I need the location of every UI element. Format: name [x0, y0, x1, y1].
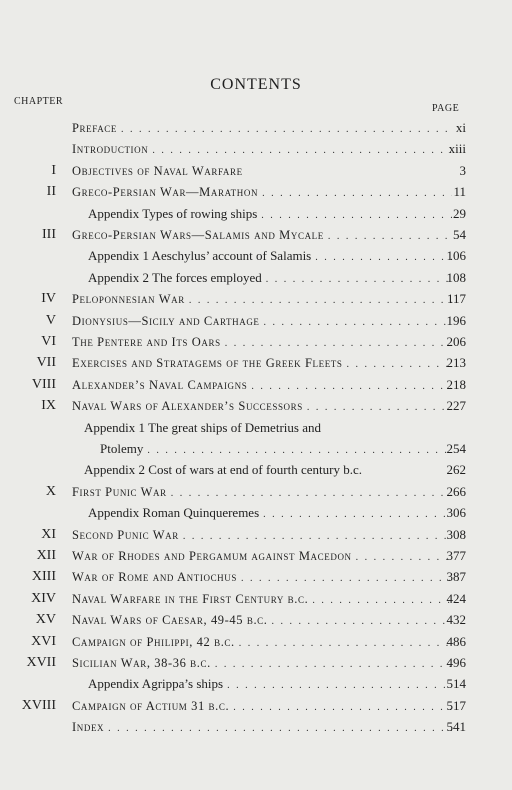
entry-title-line: [84, 419, 456, 437]
page-number: 514: [446, 676, 466, 692]
page-number: 254: [446, 441, 466, 456]
entry-title-line: [72, 333, 456, 353]
dot-leader: [183, 528, 452, 546]
toc-entry: [0, 547, 512, 567]
page-number: 424: [446, 590, 466, 606]
entry-title-line: [88, 205, 456, 225]
toc-entry: [0, 440, 512, 460]
entry-title: Alexander’s Naval Campaigns: [72, 377, 248, 392]
toc-entry: [0, 354, 512, 374]
dot-leader: [215, 656, 452, 674]
toc-entry: [0, 162, 512, 182]
entry-title: Appendix 2 The forces employed: [88, 269, 262, 285]
page-number: 54: [453, 227, 466, 242]
toc-entry: [0, 611, 512, 631]
entry-title-line: [72, 376, 456, 396]
toc-entry: [0, 419, 512, 439]
toc-entry: [0, 526, 512, 546]
page-number: 106: [446, 248, 466, 264]
entry-title: Index: [72, 720, 105, 735]
chapter-number: XIV: [31, 590, 56, 606]
entry-title-line: [72, 354, 456, 374]
entry-title: Exercises and Stratagems of the Greek Fleets: [72, 356, 343, 371]
entry-title-line: [88, 269, 456, 289]
toc-entry: [0, 333, 512, 353]
chapter-column-header: CHAPTER: [14, 96, 64, 107]
entry-title: Greco-Persian Wars—Salamis and Mycale: [72, 228, 324, 242]
page-number: 266: [446, 483, 466, 499]
chapter-number: VII: [36, 355, 56, 371]
dot-leader: [264, 314, 452, 332]
entry-title: Naval Wars of Caesar, 49-45 b.c.: [72, 613, 268, 628]
toc-entry: [0, 633, 512, 653]
dot-leader: [171, 485, 452, 503]
entry-title: Appendix 2 Cost of wars at end of fourth century b.c.: [84, 462, 362, 478]
entry-title: Dionysius—Sicily and Carthage: [72, 313, 260, 328]
toc-entry: [0, 718, 512, 738]
toc-entry: [0, 483, 512, 503]
toc-entry: [0, 290, 512, 310]
entry-title-line: [72, 611, 456, 631]
page-number: 196: [446, 312, 466, 328]
entry-title-line: [72, 183, 456, 203]
dot-leader: [108, 720, 452, 738]
toc-entry: [0, 568, 512, 588]
chapter-number: X: [45, 483, 56, 499]
entry-title: Campaign of Actium 31 b.c.: [72, 698, 230, 713]
entry-title-line: [72, 162, 456, 180]
chapter-number: XII: [36, 548, 56, 563]
page-number: 29: [453, 205, 466, 221]
toc-entry: [0, 140, 512, 160]
page-number: xi: [455, 120, 466, 135]
entry-title-line: [72, 397, 456, 417]
entry-title: Second Punic War: [72, 527, 179, 542]
toc-entry: [0, 504, 512, 524]
entry-title: Sicilian War, 38-36 b.c.: [72, 656, 211, 670]
dot-leader: [266, 271, 452, 289]
entry-title-line: [72, 483, 456, 503]
entry-title-line: [72, 654, 456, 674]
page-number: 213: [446, 355, 466, 371]
chapter-number: IV: [41, 291, 56, 307]
dot-leader: [147, 442, 452, 460]
dot-leader: [272, 613, 453, 631]
entry-title: Campaign of Philippi, 42 b.c.: [72, 634, 235, 649]
entry-title-line: [72, 226, 456, 246]
toc-entry: [0, 654, 512, 674]
page-number: 308: [446, 526, 466, 542]
entry-title: Naval Warfare in the First Century b.c.: [72, 591, 309, 606]
page-number: 306: [446, 505, 466, 521]
toc-entry: [0, 461, 512, 481]
chapter-number: VIII: [31, 376, 56, 392]
chapter-number: I: [51, 162, 56, 178]
toc-entry: [0, 205, 512, 225]
page-number: 3: [459, 162, 466, 178]
dot-leader: [307, 399, 452, 417]
page-number: 206: [446, 334, 466, 349]
toc-entry: [0, 312, 512, 332]
entry-title: Ptolemy: [100, 441, 144, 456]
entry-title: First Punic War: [72, 484, 167, 499]
page-number: 387: [446, 569, 466, 585]
page-number: xiii: [448, 141, 466, 157]
entry-title-line: [88, 504, 456, 524]
dot-leader: [251, 378, 452, 396]
page-number: 218: [446, 376, 466, 392]
entry-title: Appendix Agrippa’s ships: [88, 676, 224, 692]
entry-title: The Pentere and Its Oars: [72, 335, 221, 349]
page-number: 486: [446, 633, 466, 649]
entry-title-line: [84, 461, 456, 479]
page-number: 108: [446, 269, 466, 285]
toc-entry: [0, 269, 512, 289]
entry-title: Naval Wars of Alexander’s Successors: [72, 399, 303, 414]
entry-title-line: [72, 718, 456, 738]
entry-title: Introduction: [72, 142, 149, 157]
entry-title: War of Rhodes and Pergamum against Macedon: [72, 549, 352, 563]
chapter-number: XVIII: [21, 697, 56, 713]
dot-leader: [233, 699, 452, 717]
page-number: 377: [446, 548, 466, 563]
entry-title-line: [72, 312, 456, 332]
page-number: 117: [446, 291, 466, 307]
toc-entry: [0, 376, 512, 396]
dot-leader: [328, 228, 452, 246]
toc-entry: [0, 397, 512, 417]
toc-entry: [0, 226, 512, 246]
dot-leader: [263, 506, 452, 524]
dot-leader: [241, 570, 452, 588]
chapter-number: III: [42, 227, 56, 242]
entry-title: War of Rome and Antiochus: [72, 570, 237, 585]
entry-title-line: [72, 119, 456, 139]
page-number: 517: [446, 697, 466, 713]
dot-leader: [225, 335, 452, 353]
entry-title-line: [72, 140, 456, 160]
chapter-number: XVII: [26, 655, 56, 670]
entry-title-line: [72, 633, 456, 653]
entry-title-line: [88, 675, 456, 695]
entry-title: Appendix 1 The great ships of Demetrius and: [84, 419, 321, 435]
entry-title-line: [72, 697, 456, 717]
entry-title-line: [100, 440, 456, 460]
page-number: 541: [446, 719, 466, 735]
entry-title: Greco-Persian War—Marathon: [72, 185, 259, 200]
entry-title: Preface: [72, 121, 117, 135]
dot-leader: [239, 635, 452, 653]
toc-entry: [0, 183, 512, 203]
dot-leader: [356, 549, 452, 567]
dot-leader: [152, 142, 452, 160]
dot-leader: [347, 356, 453, 374]
entry-title-line: [72, 590, 456, 610]
chapter-number: II: [46, 184, 56, 200]
page-number: 262: [446, 462, 466, 478]
entry-title-line: [72, 547, 456, 567]
page-number: 432: [446, 612, 466, 628]
chapter-number: V: [45, 312, 56, 328]
entry-title: Appendix Types of rowing ships: [88, 205, 258, 221]
page-number: 496: [446, 655, 466, 670]
toc-entry: [0, 119, 512, 139]
dot-leader: [121, 121, 452, 139]
chapter-number: XV: [35, 612, 56, 628]
entry-title-line: [72, 568, 456, 588]
chapter-number: XIII: [31, 569, 56, 585]
dot-leader: [262, 185, 452, 203]
chapter-number: XVI: [31, 633, 56, 649]
page-title: CONTENTS: [210, 76, 302, 93]
toc-entry: [0, 697, 512, 717]
dot-leader: [189, 292, 452, 310]
toc-entry: [0, 247, 512, 267]
toc-entry: [0, 590, 512, 610]
dot-leader: [261, 207, 452, 225]
page-number: 227: [446, 398, 466, 414]
chapter-number: IX: [41, 398, 56, 414]
dot-leader: [315, 249, 452, 267]
entry-title: Objectives of Naval Warfare: [72, 163, 243, 178]
entry-title: Peloponnesian War: [72, 292, 185, 307]
dot-leader: [227, 677, 452, 695]
entry-title-line: [88, 247, 456, 267]
page-column-header: PAGE: [432, 103, 460, 114]
entry-title: Appendix 1 Aeschylus’ account of Salamis: [88, 248, 312, 264]
page-number: 11: [453, 184, 466, 200]
chapter-number: XI: [41, 526, 56, 542]
dot-leader: [312, 592, 452, 610]
entry-title: Appendix Roman Quinqueremes: [88, 505, 260, 521]
entry-title-line: [72, 290, 456, 310]
entry-title-line: [72, 526, 456, 546]
toc-entry: [0, 675, 512, 695]
chapter-number: VI: [41, 334, 56, 349]
